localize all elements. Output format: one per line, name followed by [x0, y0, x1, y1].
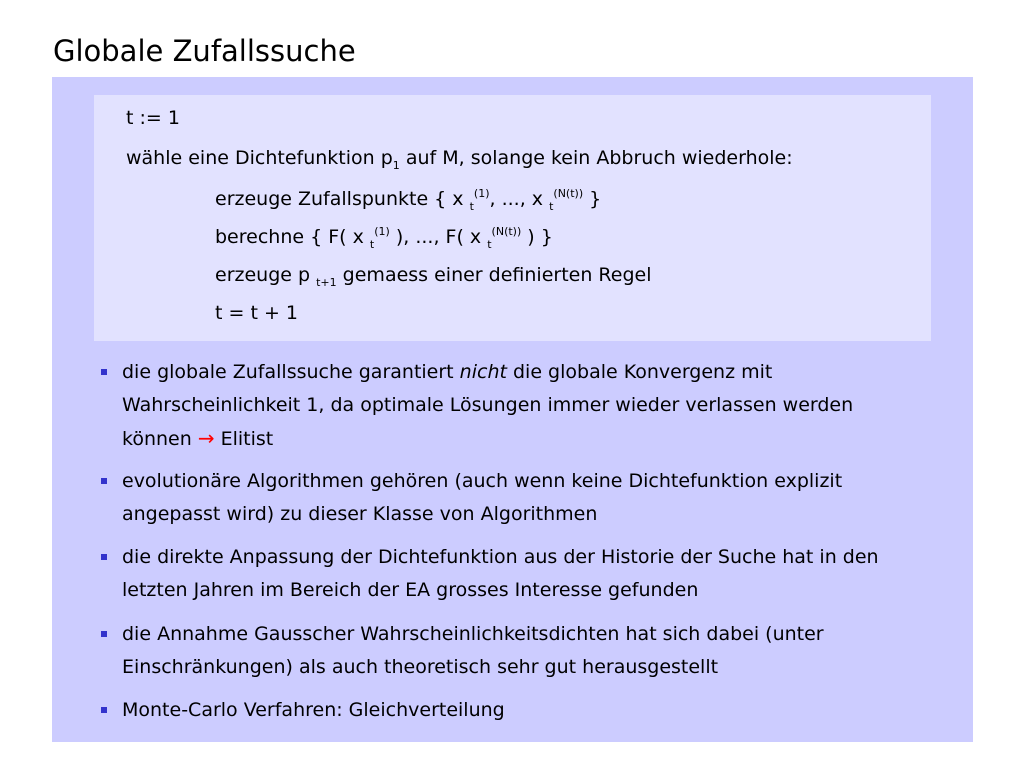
- algo-line-3-sup2: (N(t)): [553, 187, 584, 200]
- square-bullet-icon: [101, 631, 107, 637]
- list-item: [122, 541, 942, 607]
- algo-line-1-text: t := 1: [126, 107, 180, 129]
- algo-line-3-sup1: (1): [473, 187, 490, 200]
- list-item: [122, 356, 942, 456]
- bullet-1-line-3: [122, 422, 942, 456]
- algo-line-4-post: ) }: [521, 226, 553, 248]
- algo-line-compute: [215, 225, 553, 249]
- bullet-4-line-1: die Annahme Gausscher Wahrscheinlichkeitsdichten hat sich dabei (unter: [122, 623, 824, 645]
- algo-line-2-sub: 1: [392, 159, 400, 172]
- algo-line-4-mid: ), ..., F( x: [389, 226, 488, 248]
- right-arrow-icon: →: [197, 426, 215, 450]
- bullet-3-line-1: die direkte Anpassung der Dichtefunktion aus der Historie der Suche hat in den: [122, 546, 879, 568]
- algo-line-update: [215, 263, 652, 287]
- algo-line-3-mid: , ..., x: [489, 188, 550, 210]
- list-item: [122, 465, 942, 531]
- bullet-2-line-1: evolutionäre Algorithmen gehören (auch wenn keine Dichtefunktion explizit: [122, 470, 843, 492]
- algo-line-6-text: t = t + 1: [215, 302, 298, 324]
- algo-line-4-sub1: t: [369, 238, 375, 251]
- algo-line-5-sub: t+1: [316, 276, 337, 289]
- bullet-1-text: die globale Zufallssuche garantiert: [122, 361, 460, 383]
- square-bullet-icon: [101, 707, 107, 713]
- algorithm-box: [94, 95, 931, 341]
- algo-line-3-sub1: t: [469, 200, 474, 213]
- square-bullet-icon: [101, 369, 107, 375]
- algo-line-4-sub2: t: [487, 238, 492, 251]
- algo-line-5-text: erzeuge p: [215, 264, 317, 286]
- bullet-5-line-1: Monte-Carlo Verfahren: Gleichverteilung: [122, 699, 505, 721]
- square-bullet-icon: [101, 554, 107, 560]
- algo-line-3-text: erzeuge Zufallspunkte { x: [215, 188, 470, 210]
- bullet-2-line-2: angepasst wird) zu dieser Klasse von Algorithmen: [122, 503, 598, 525]
- algo-line-increment: [215, 301, 298, 325]
- list-item: [122, 618, 942, 684]
- bullet-1-text-post: die globale Konvergenz mit: [506, 361, 773, 383]
- bullet-1-line-1: [122, 356, 942, 389]
- content-panel: [52, 77, 973, 742]
- algo-line-2-text: wähle eine Dichtefunktion p: [126, 147, 393, 169]
- algo-line-generate: [215, 187, 601, 211]
- bullet-1-line-3-post: Elitist: [214, 428, 274, 450]
- bullet-1-line-2: Wahrscheinlichkeit 1, da optimale Lösungen immer wieder verlassen werden: [122, 394, 854, 416]
- algo-line-3-post: }: [583, 188, 602, 210]
- list-item: [122, 694, 942, 727]
- algo-line-5-post: gemaess einer definierten Regel: [336, 264, 652, 286]
- algo-line-init: [126, 106, 180, 130]
- bullet-4-line-2: Einschränkungen) als auch theoretisch sehr gut herausgestellt: [122, 656, 719, 678]
- algo-line-4-sup1: (1): [374, 225, 390, 238]
- algo-line-2-post: auf M, solange kein Abbruch wiederhole:: [399, 147, 793, 169]
- algo-line-4-sup2: (N(t)): [491, 225, 522, 238]
- square-bullet-icon: [101, 478, 107, 484]
- slide-title: Globale Zufallssuche: [53, 34, 356, 68]
- bullet-1-emphasis: nicht: [459, 361, 507, 383]
- algo-line-4-text: berechne { F( x: [215, 226, 370, 248]
- bullet-1-line-3-text: können: [122, 428, 198, 450]
- algo-line-loop: [126, 146, 793, 170]
- bullet-3-line-2: letzten Jahren im Bereich der EA grosses Interesse gefunden: [122, 579, 699, 601]
- algo-line-3-sub2: t: [549, 200, 554, 213]
